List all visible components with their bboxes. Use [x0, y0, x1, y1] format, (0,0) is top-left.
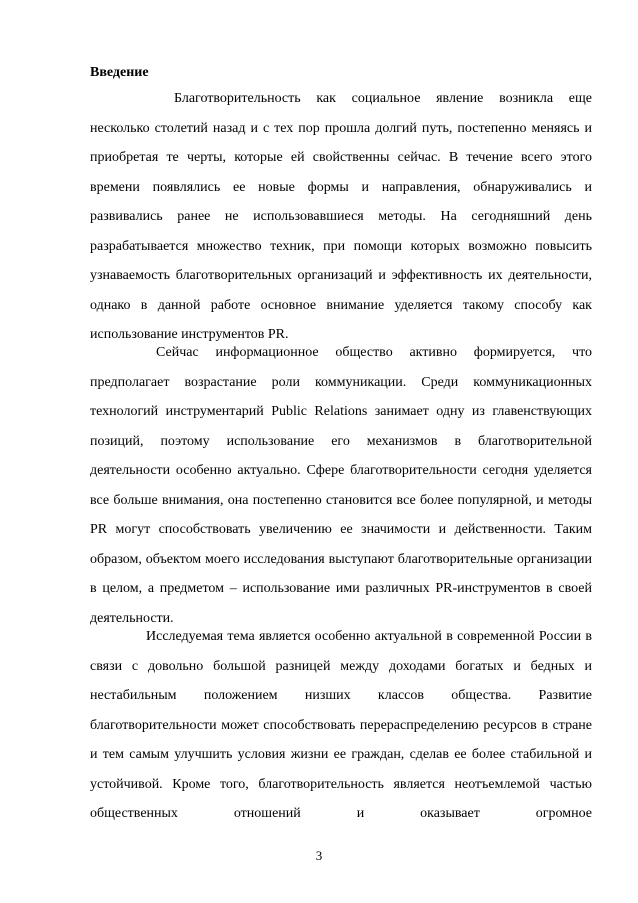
paragraph-1: Благотворительность как социальное явление возникла еще несколько столетий назад и с тех пор прошла долгий путь, постепенно меняясь и приобретая те черты, которые ей свойственны сейчас. В течение всего этого времени появлялись ее новые формы и направления, обнаруживались и развивались ранее не использовавшиеся методы. На сегодняшний день разрабатывается множество техник, при помощи которых возможно повысить узнаваемость благотворительных организаций и эффективность их деятельности, однако в данной работе основное внимание уделяется такому способу как использование инструментов PR. — [90, 91, 592, 342]
paragraph-2: Сейчас информационное общество активно формируется, что предполагает возрастание роли коммуникации. Среди коммуникационных технологий инструментарий Public Relations занимает одну из главенствующих позиций, поэтому использование его механизмов в благотворительной деятельности особенно актуально. Сфере благотворительности сегодня уделяется все больше внимания, она постепенно становится все более популярной, и методы PR могут способствовать увеличению ее значимости и действенности. Таким образом, объектом моего исследования выступают благотворительные организации в целом, а предметом – использование ими различных PR-инструментов в своей деятельности. — [90, 345, 592, 626]
page-number: 3 — [315, 848, 323, 863]
paragraph-3: Исследуемая тема является особенно актуальной в современной России в связи с довольно большой разницей между доходами богатых и бедных и нестабильным положением низших классов общества. Развитие благотворительности может способствовать перераспределению ресурсов в стране и тем самым улучшить условия жизни ее граждан, сделав ее более стабильной и устойчивой. Кроме того, благотворительность является неотъемлемой частью общественных отношений и оказывает огромное — [90, 629, 592, 821]
section-heading: Введение — [90, 65, 149, 80]
